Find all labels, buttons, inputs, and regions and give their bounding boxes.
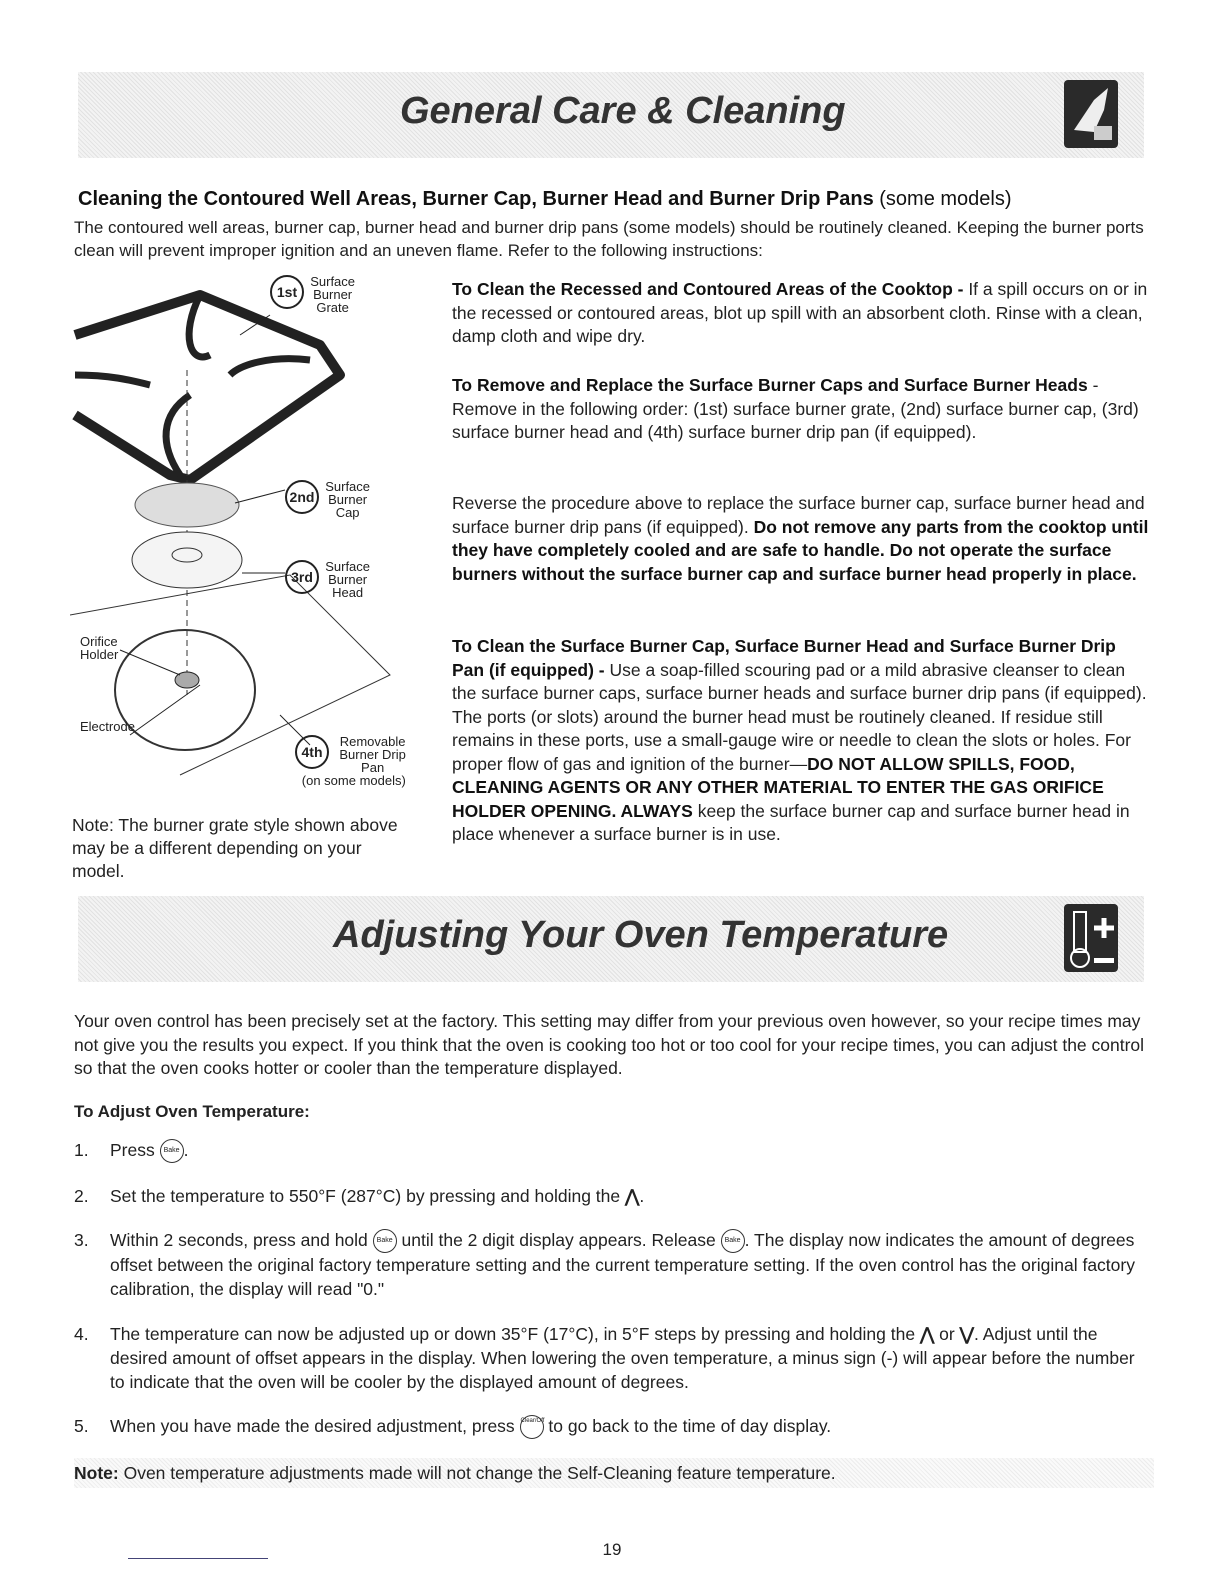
badge-1st: 1st [270, 275, 304, 309]
up-arrow-icon: ⋀ [625, 1186, 640, 1206]
section-banner-care [78, 72, 1144, 158]
para-remove-replace: To Remove and Replace the Surface Burner Caps and Surface Burner Heads - Remove in the following order: (1st) surface burner grate, (2nd) surface burner cap, (3rd) surface burner head and (4th) surface burner drip pan (if equipped). [452, 375, 1139, 442]
para-reverse: Reverse the procedure above to replace the surface burner cap, surface burner head and surface burner drip pans (if equipped). Do not remove any parts from the cooktop until they have completely cooled and are safe to handle. Do not operate the surface burners without the surface burner cap and surface burner head properly in place. [452, 493, 1149, 584]
para-clean-cap: To Clean the Surface Burner Cap, Surface Burner Head and Surface Burner Drip Pan (if equipped) - Use a soap-filled scouring pad or a mild abrasive cleanser to clean the surface burner caps, surface burner heads and surface burner drip pans (if equipped). The ports (or slots) around the burner head must be routinely cleaned. If residue still remains in these ports, use a small-gauge wire or needle to clean the slots or holes. For proper flow of gas and ignition of the burner—DO NOT ALLOW SPILLS, FOOD, CLEANING AGENTS OR ANY OTHER MATERIAL TO ENTER THE GAS ORIFICE HOLDER OPENING. ALWAYS keep the surface burner cap and surface burner head in place whenever a surface burner is in use. [452, 636, 1147, 844]
label-head: 3rd Surface Burner Head [285, 560, 373, 599]
section-title: Adjusting Your Oven Temperature [333, 914, 949, 956]
diagram-note: Note: The burner grate style shown above may be a different depending on your model. [72, 815, 398, 881]
self-clean-note: Note: Oven temperature adjustments made will not change the Self-Cleaning feature temperature. [74, 1458, 1154, 1488]
label-electrode: Electrode [80, 719, 135, 734]
bake-button-icon: Bake [160, 1139, 184, 1163]
up-arrow-icon: ⋀ [919, 1324, 935, 1344]
step-2: 2. Set the temperature to 550°F (287°C) by pressing and holding the ⋀. [74, 1186, 645, 1206]
intro-text: The contoured well areas, burner cap, burner head and burner drip pans (some models) should be routinely cleaned. Keeping the burner ports clean will prevent improper ignition and an uneven flame. Refer to the following instructions: [74, 218, 1144, 260]
section-title: General Care & Cleaning [400, 90, 846, 132]
thermometer-plus-minus-icon [1064, 904, 1118, 972]
label-drip-pan: 4th Removable Burner Drip Pan (on some models) [295, 735, 413, 787]
clear-off-button-icon: Clear/Off [520, 1415, 544, 1439]
section-banner-oven-temp [78, 896, 1144, 982]
page-number: 19 [602, 1540, 622, 1559]
down-arrow-icon: ⋁ [959, 1324, 974, 1344]
label-cap: 2nd Surface Burner Cap [285, 480, 373, 519]
oven-temp-intro: Your oven control has been precisely set at the factory. This setting may differ from your previous oven however, so your recipe times may not give you the results you expect. If you think that the oven is cooking too hot or too cool for your recipe times, you can adjust the control so that the oven cooks hotter or cooler than the temperature displayed. [74, 1011, 1145, 1078]
label-grate: 1st Surface Burner Grate [270, 275, 358, 314]
bake-button-icon: Bake [721, 1229, 745, 1253]
burner-diagram [70, 275, 440, 815]
cleaning-heading: Cleaning the Contoured Well Areas, Burner Cap, Burner Head and Burner Drip Pans (some models) [78, 188, 1012, 210]
cleaning-hand-icon [1064, 80, 1118, 148]
adjust-subheading: To Adjust Oven Temperature: [74, 1102, 310, 1121]
step-3: 3. Within 2 seconds, press and hold Bake until the 2 digit display appears. Release Bake . The display now indicates the amount of degrees offset between the original factory temperature setting and the current temperature setting. If the oven control has the original factory calibration, the display will read "0." [74, 1230, 1135, 1300]
label-orifice: Orifice Holder [80, 634, 119, 662]
footer-rule [128, 1558, 268, 1559]
step-4: 4. The temperature can now be adjusted up or down 35°F (17°C), in 5°F steps by pressing and holding the ⋀ or ⋁. Adjust until the desired amount of offset appears in the display. When lowering the oven temperature, a minus sign (-) will appear before the number to indicate that the oven will be cooler by the displayed amount of degrees. [74, 1324, 1135, 1392]
bake-button-icon: Bake [373, 1229, 397, 1253]
step-1: 1. Press Bake . [74, 1138, 1154, 1163]
step-5: 5. When you have made the desired adjustment, press Clear/Off to go back to the time of day display. [74, 1414, 1154, 1439]
para-recessed: To Clean the Recessed and Contoured Areas of the Cooktop - If a spill occurs on or in the recessed or contoured areas, blot up spill with an absorbent cloth. Rinse with a clean, damp cloth and wipe dry. [452, 279, 1148, 346]
